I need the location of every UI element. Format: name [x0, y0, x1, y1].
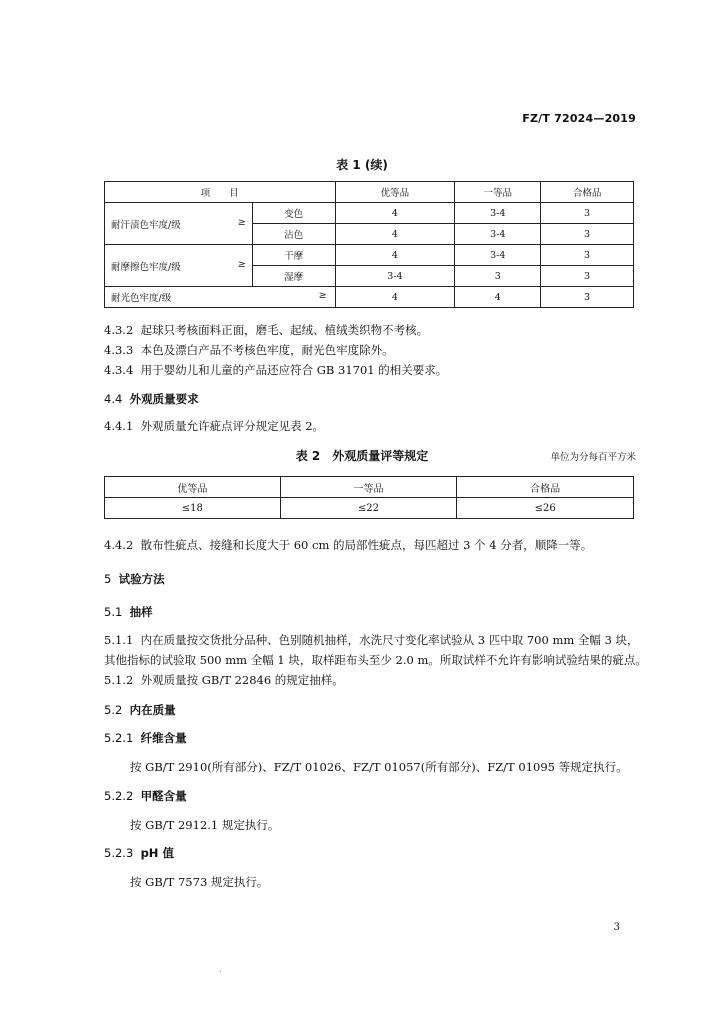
table-cell: 3 [541, 266, 634, 287]
table-cell: 3-4 [335, 266, 455, 287]
clause-text: 起球只考核面料正面，磨毛、起绒、植绒类织物不考核。 [140, 323, 429, 337]
rub-label: 耐摩擦色牢度/级 [111, 261, 181, 273]
table-cell: 变色 [252, 203, 335, 224]
section-5-heading [104, 571, 165, 587]
table-cell: ≤26 [457, 498, 634, 519]
clause-number: 5.1.2 [104, 673, 134, 687]
section-number: 5.2.1 [104, 731, 134, 745]
section-title: pH 值 [140, 846, 174, 860]
table1-head-item: 项 目 [105, 182, 336, 203]
table2-unit: 单位为分每百平方米 [550, 452, 636, 463]
table-cell: ≤18 [105, 498, 281, 519]
section-title: 纤维含量 [140, 731, 187, 745]
section-number: 5.2 [104, 703, 123, 717]
table2-header-row [105, 477, 634, 498]
clause-text: 本色及漂白产品不考核色牢度，耐光色牢度除外。 [140, 343, 394, 357]
table-row [105, 203, 634, 224]
standard-number: FZ/T 72024—2019 [522, 112, 636, 125]
table-cell: 4 [335, 203, 455, 224]
clause-5-2-3-body: 按 GB/T 7573 规定执行。 [130, 875, 269, 889]
table-cell: 优等品 [105, 477, 281, 498]
table-cell: 3 [541, 203, 634, 224]
table1-caption: 表 1 (续) [336, 158, 388, 172]
table-cell: 3 [541, 224, 634, 245]
clause-text: 外观质量按 GB/T 22846 的规定抽样。 [140, 673, 344, 687]
section-title: 内在质量 [129, 703, 176, 717]
clause-number: 5.1.1 [104, 633, 134, 647]
table-cell: 4 [335, 224, 455, 245]
section-title: 外观质量要求 [129, 392, 199, 406]
table-cell: 合格品 [457, 477, 634, 498]
clause-number: 4.3.2 [104, 323, 134, 337]
table1-head-grade3: 合格品 [541, 182, 634, 203]
table-cell: 3 [455, 266, 541, 287]
clause-number: 4.4.2 [104, 538, 134, 552]
sweat-label: 耐汗渍色牢度/级 [111, 219, 181, 231]
table1-header-row [105, 182, 634, 203]
section-number: 4.4 [104, 392, 123, 406]
clause-text: 用于婴幼儿和儿童的产品还应符合 GB 31701 的相关要求。 [140, 363, 448, 377]
table-row [105, 245, 634, 266]
table-cell: 3-4 [455, 203, 541, 224]
scan-mark: . [219, 965, 222, 974]
table1-head-grade1: 优等品 [335, 182, 455, 203]
table-cell: 一等品 [280, 477, 457, 498]
clause-number: 4.3.4 [104, 363, 134, 377]
table-cell: 3-4 [455, 224, 541, 245]
table1-head-grade2: 一等品 [455, 182, 541, 203]
table-cell: 3 [541, 245, 634, 266]
light-op: ≥ [318, 290, 327, 301]
section-title: 甲醛含量 [140, 789, 187, 803]
clause-number: 4.4.1 [104, 419, 134, 433]
clause-4-4-1 [104, 418, 324, 434]
section-title: 抽样 [129, 605, 153, 619]
section-5-2-heading [104, 702, 176, 718]
note-4-3-4 [104, 362, 447, 378]
section-4-4-heading [104, 391, 199, 407]
table2-caption: 表 2 外观质量评等规定 [295, 449, 429, 463]
table-cell: 3 [541, 287, 634, 308]
note-4-3-3 [104, 342, 394, 358]
table-row [105, 498, 634, 519]
section-title: 试验方法 [118, 572, 165, 586]
rub-op: ≥ [237, 258, 246, 270]
table-cell: 4 [455, 287, 541, 308]
clause-text: 内在质量按交货批分品种、色别随机抽样，水洗尺寸变化率试验从 3 匹中取 700 mm 全幅 3 块， [140, 633, 639, 647]
section-number: 5.2.2 [104, 789, 134, 803]
table-row [105, 287, 634, 308]
clause-text: 散布性疵点、接缝和长度大于 60 cm 的局部性疵点，每匹超过 3 个 4 分者，顺降一等。 [140, 538, 593, 552]
section-number: 5.2.3 [104, 846, 134, 860]
table-cell: ≤22 [280, 498, 457, 519]
table-cell: 干摩 [252, 245, 335, 266]
clause-5-1-2 [104, 672, 344, 688]
rub-label-cell [105, 245, 253, 287]
section-5-2-3-heading [104, 845, 174, 861]
clause-5-1-1 [104, 632, 639, 648]
table-cell: 湿摩 [252, 266, 335, 287]
table-cell: 4 [335, 245, 455, 266]
section-5-2-1-heading [104, 730, 187, 746]
page-number: 3 [613, 922, 620, 933]
note-4-3-2 [104, 322, 428, 338]
table-cell: 沾色 [252, 224, 335, 245]
sweat-op: ≥ [237, 216, 246, 228]
table-cell: 4 [335, 287, 455, 308]
sweat-label-cell [105, 203, 253, 245]
clause-5-2-2-body: 按 GB/T 2912.1 规定执行。 [130, 818, 280, 832]
section-5-1-heading [104, 604, 153, 620]
clause-5-1-1-line2: 其他指标的试验取 500 mm 全幅 1 块，取样距布头至少 2.0 m。所取试样不允许有影响试验结果的疵点。 [104, 653, 647, 667]
section-5-2-2-heading [104, 788, 187, 804]
clause-text: 外观质量允许疵点评分规定见表 2。 [140, 419, 325, 433]
table2 [104, 476, 634, 519]
table1 [104, 181, 634, 308]
clause-5-2-1-body: 按 GB/T 2910(所有部分)、FZ/T 01026、FZ/T 01057(所有部分)、FZ/T 01095 等规定执行。 [130, 760, 628, 774]
clause-number: 4.3.3 [104, 343, 134, 357]
table-cell: 3-4 [455, 245, 541, 266]
clause-4-4-2 [104, 537, 592, 553]
section-number: 5.1 [104, 605, 123, 619]
light-label-cell [105, 287, 336, 308]
section-number: 5 [104, 572, 112, 586]
light-label: 耐光色牢度/级 [111, 293, 172, 304]
